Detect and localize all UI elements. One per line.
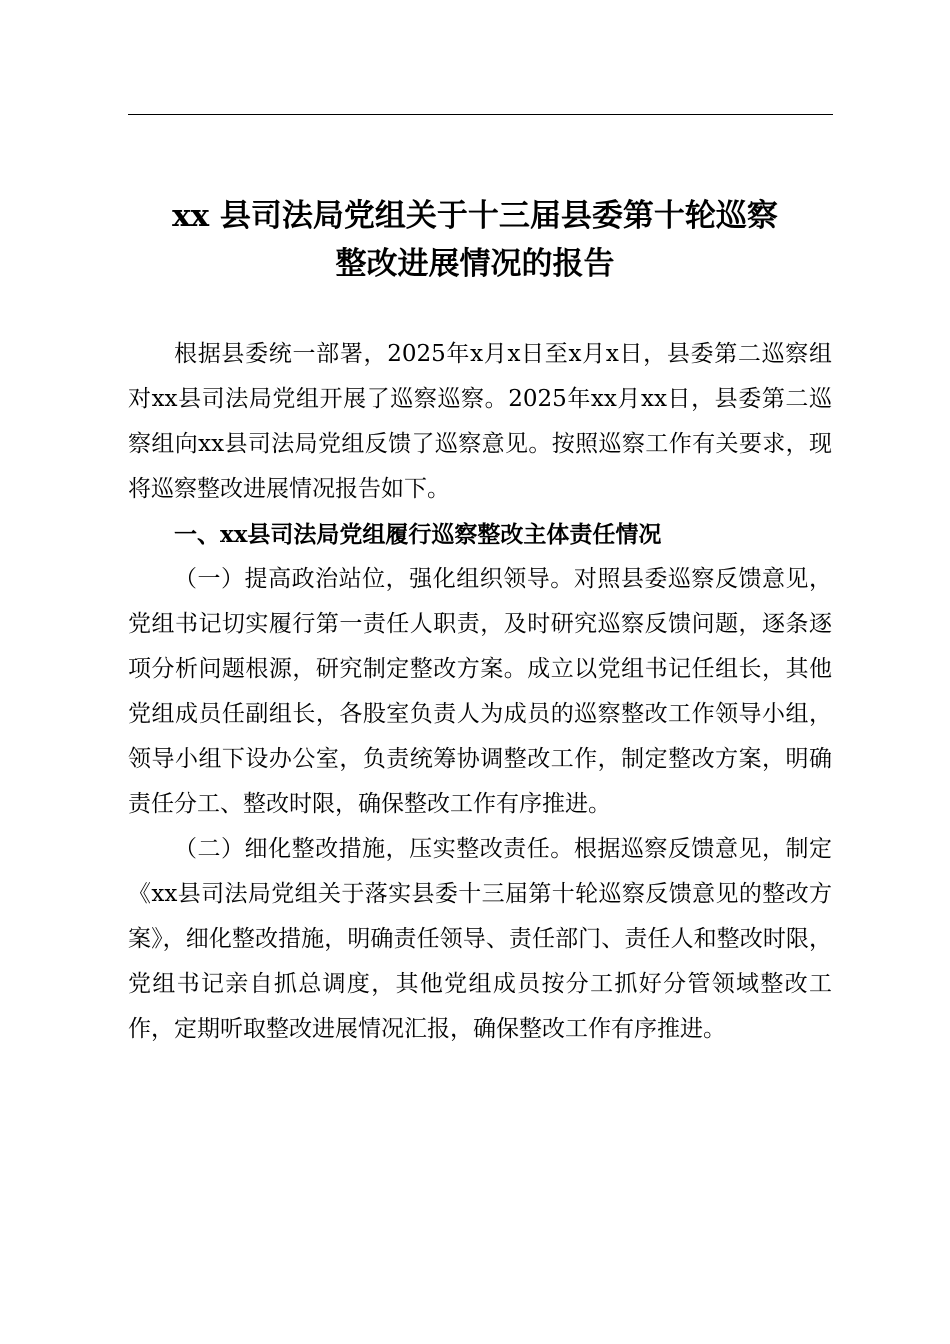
- paragraph-1-lead: （一）提高政治站位，强化组织领导。: [174, 566, 574, 592]
- paragraph-2-lead: （二）细化整改措施，压实整改责任。: [174, 836, 574, 862]
- document-title: [110, 192, 840, 288]
- paragraph-1: [128, 557, 832, 827]
- section-1-heading: 一、xx县司法局党组履行巡察整改主体责任情况: [174, 521, 662, 548]
- header-rule: [128, 114, 833, 115]
- document-body: [128, 332, 832, 1052]
- title-line-2: 整改进展情况的报告: [335, 246, 615, 282]
- paragraph-2-body: 根据巡察反馈意见，制定《xx县司法局党组关于落实县委十三届第十轮巡察反馈意见的整改方案》，细化整改措施，明确责任领导、责任部门、责任人和整改时限，党组书记亲自抓总调度，其他党组成员按分工抓好分管领域整改工作，定期听取整改进展情况汇报，确保整改工作有序推进。: [128, 836, 833, 1042]
- intro-paragraph: 根据县委统一部署，2025年x月x日至x月x日，县委第二巡察组对xx县司法局党组开展了巡察巡察。2025年xx月xx日，县委第二巡察组向xx县司法局党组反馈了巡察意见。按照巡察工作有关要求，现将巡察整改进展情况报告如下。: [128, 341, 832, 502]
- paragraph-1-body: 对照县委巡察反馈意见，党组书记切实履行第一责任人职责，及时研究巡察反馈问题，逐条逐项分析问题根源，研究制定整改方案。成立以党组书记任组长，其他党组成员任副组长，各股室负责人为成员的巡察整改工作领导小组，领导小组下设办公室，负责统筹协调整改工作，制定整改方案，明确责任分工、整改时限，确保整改工作有序推进。: [128, 566, 833, 817]
- paragraph-2: [128, 827, 832, 1052]
- title-line-1: xx 县司法局党组关于十三届县委第十轮巡察: [172, 198, 778, 234]
